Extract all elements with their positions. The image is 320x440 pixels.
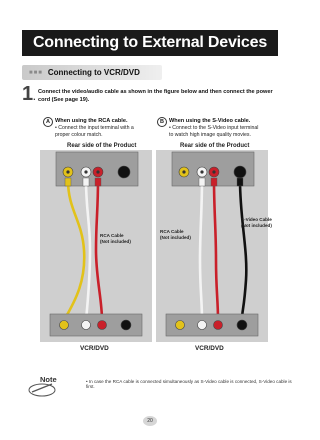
panel-b-bullet-text: Connect to the S-Video input terminal to watch high image quality movies. [169,125,259,138]
section-bullet-icon: ■■■ [29,69,43,76]
step-number-digit: 1 [22,83,34,105]
svideo-jack-icon [234,166,246,178]
panel-a-letter: A [43,117,53,127]
panel-a-bullet: • Connect the input terminal with a proper colour match. [55,125,134,138]
panel-b-rca-name: RCA Cable [160,229,184,234]
note-text-body: In case the RCA cable is connected simultaneously as S-Video cable is connected, S-Video cable is first. [86,379,292,389]
panel-b-svideo-note: (Not included) [241,222,272,228]
panel-b-rca-note: (Not included) [160,234,191,240]
page-number: 20 [143,416,157,426]
panel-a-bullet-text: Connect the input terminal with a proper colour match. [55,125,134,138]
panel-b-title: When using the S-Video cable. [169,118,251,124]
section-title: Connecting to VCR/DVD [47,68,140,77]
page-title: Connecting to External Devices [32,34,268,51]
step-number [22,83,36,106]
svideo-jack-icon [118,166,130,178]
panel-b-device-label: VCR/DVD [195,345,224,352]
step-number-dot: . [33,92,36,102]
panel-b-rca-label [160,229,191,240]
note-label: Note [40,375,57,384]
panel-b-rear-label: Rear side of the Product [180,143,250,149]
panel-a-title: When using the RCA cable. [55,118,128,124]
panel-b-letter: B [157,117,167,127]
page-title-bar [22,30,278,56]
panel-a-cable-note: (Not included) [100,238,131,244]
panel-a-cable-name: RCA Cable [100,233,124,238]
panel-a-rear-label: Rear side of the Product [67,143,137,149]
section-header [22,65,162,80]
step-instruction: Connect the video/audio cable as shown in the figure below and then connect the power cord (See page 19). [38,89,273,103]
panel-b-svideo-name: S-Video Cable [241,217,272,222]
note-text: • In case the RCA cable is connected simultaneously as S-Video cable is connected, S-Video cable is first. [86,379,292,389]
panel-b-diagram [156,150,268,342]
panel-b-svideo-label [241,217,272,228]
panel-a-device-label: VCR/DVD [80,345,109,352]
panel-a-cable-label [100,233,131,244]
panel-b-bullet: • Connect to the S-Video input terminal to watch high image quality movies. [169,125,259,138]
panel-a-diagram [40,150,152,342]
